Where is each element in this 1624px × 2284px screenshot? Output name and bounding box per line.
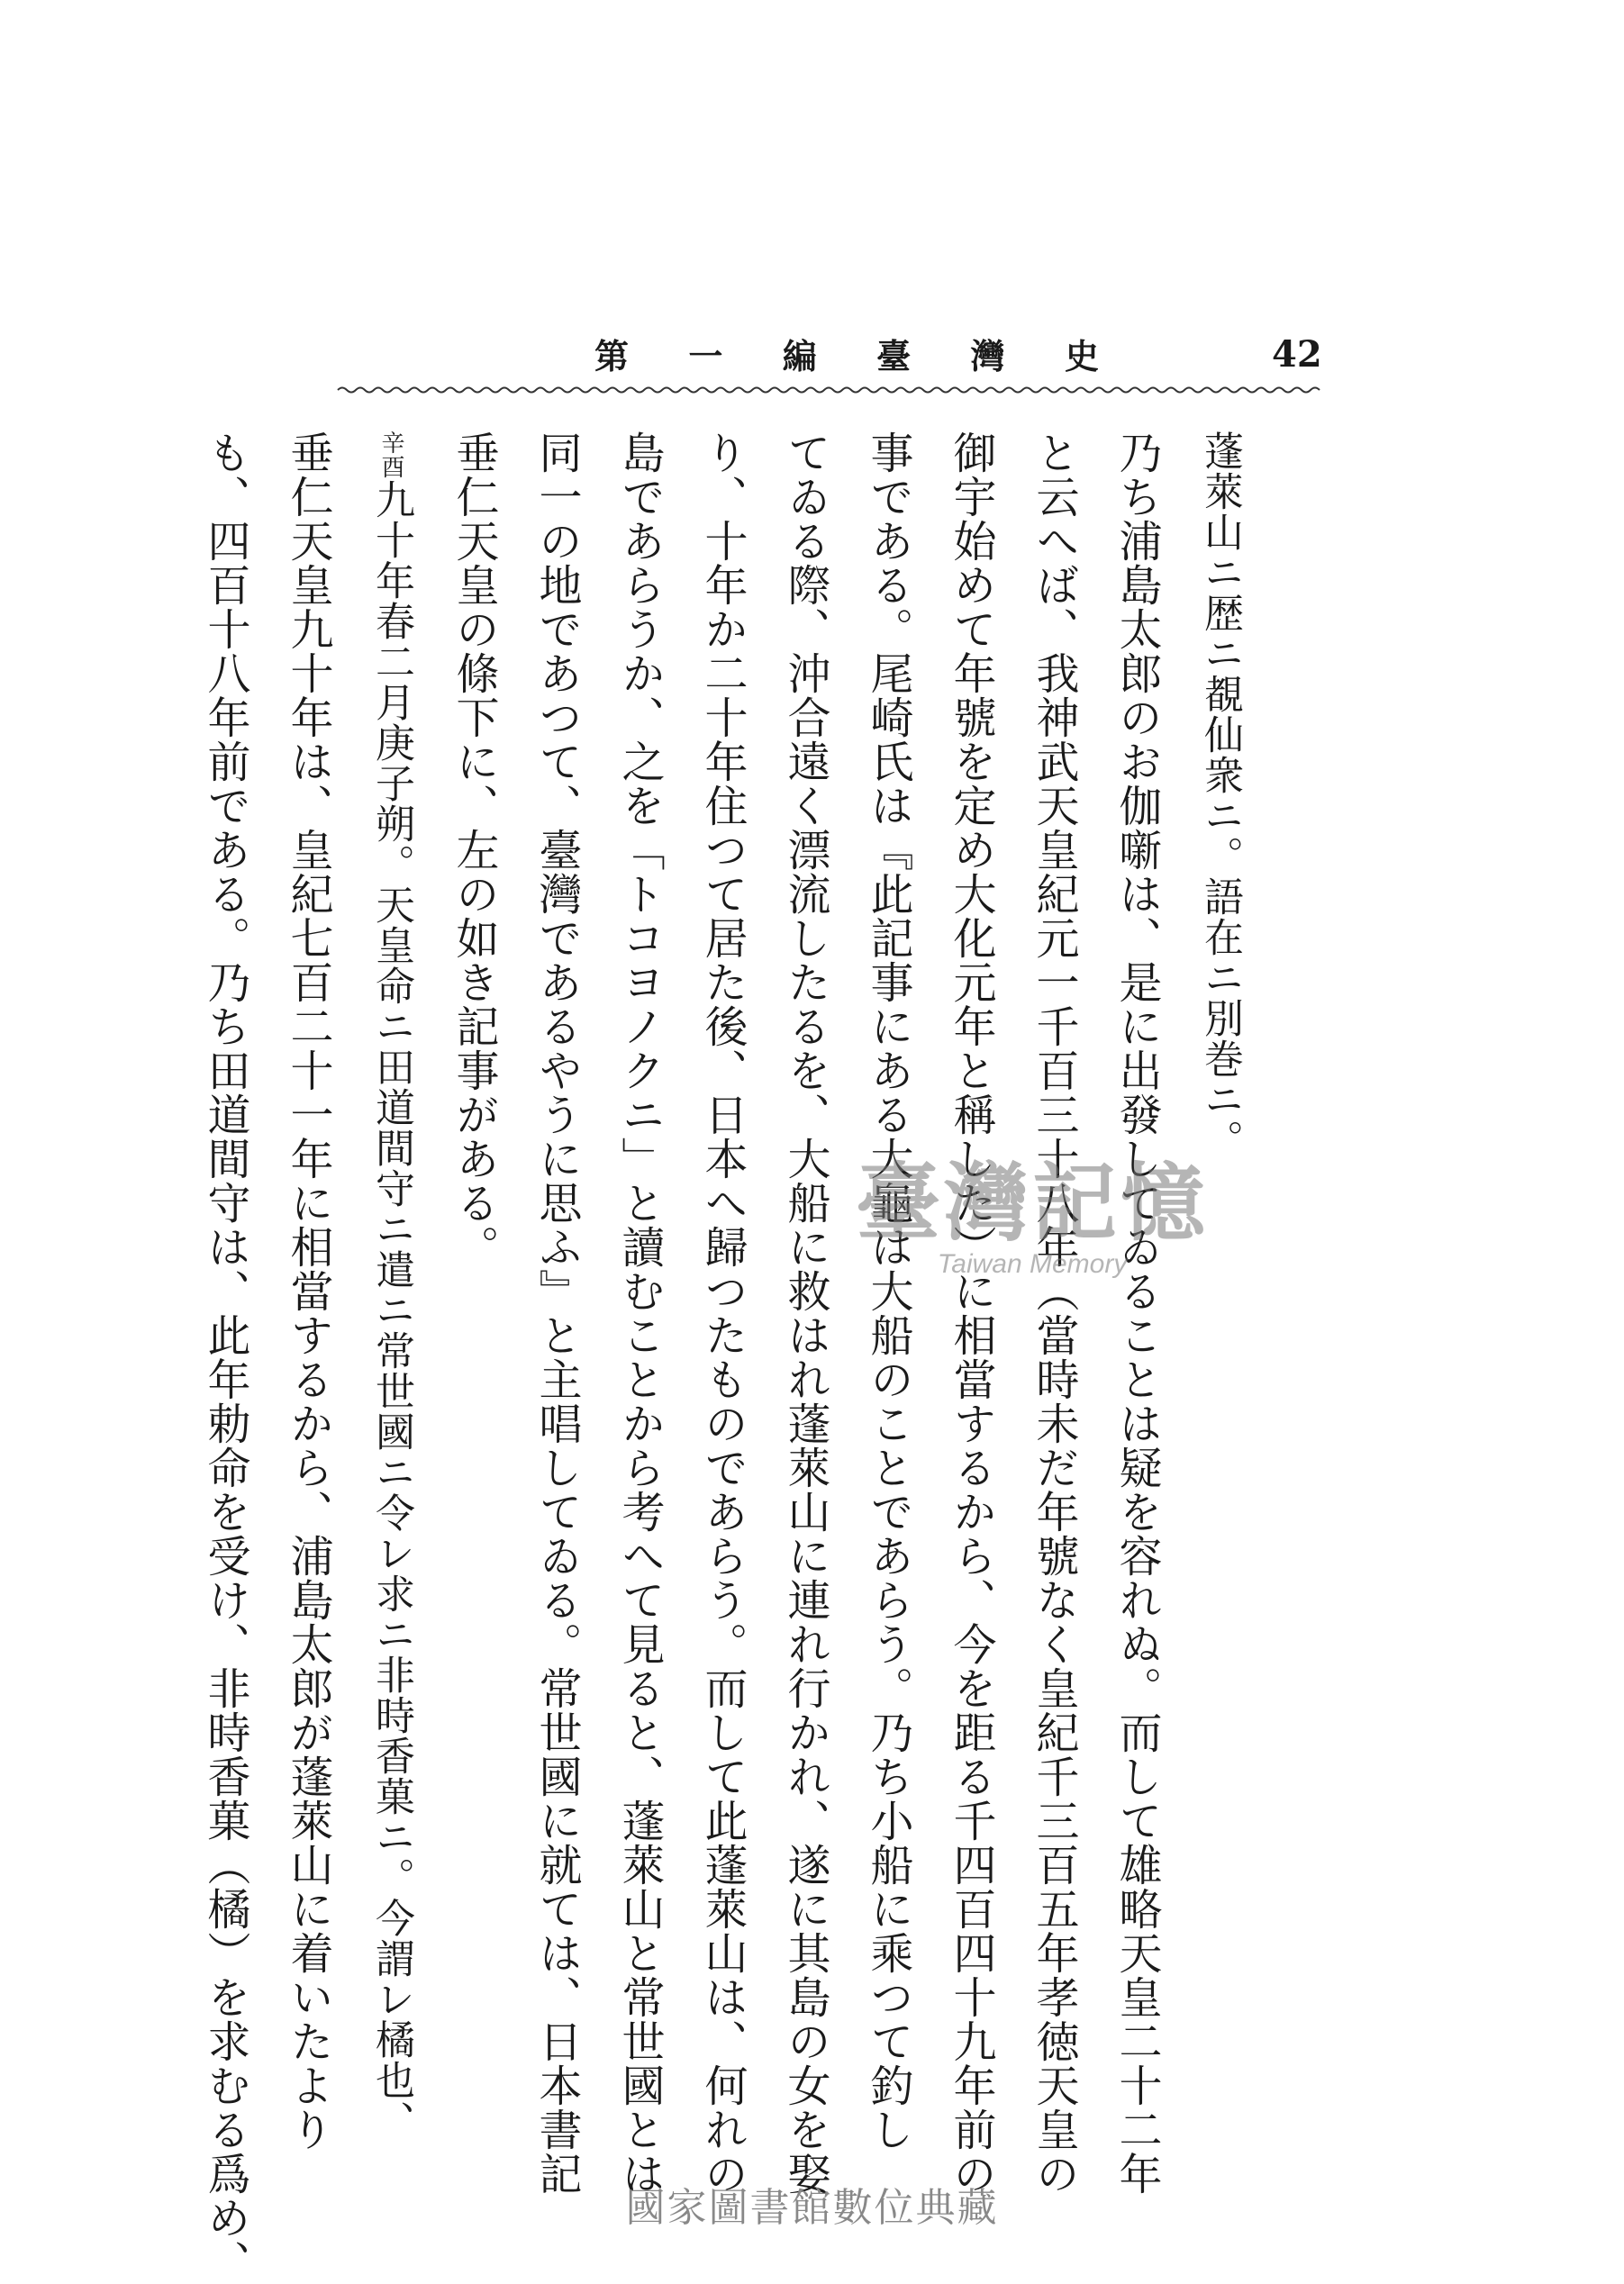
running-header-char: 一 bbox=[688, 336, 723, 376]
running-header-char: 灣 bbox=[970, 336, 1005, 376]
text-column: と云へば、我神武天皇紀元一千百三十八年（當時未だ年號なく皇紀千三百五年孝徳天皇の bbox=[1029, 431, 1079, 2196]
header-wavy-rule bbox=[338, 385, 1320, 394]
text-column: も、四百十八年前である。乃ち田道間守は、此年勅命を受け、非時香菓（橘）を求むる爲め、 bbox=[200, 431, 250, 2284]
text-column: 事である。尾崎氏は『此記事にある大龜は大船のことであらう。乃ち小船に乘つて釣し bbox=[863, 431, 913, 2152]
text-column: 垂仁天皇の條下に、左の如き記事がある。 bbox=[449, 431, 499, 1269]
text-column: 島であらうか、之を「トコヨノクニ」と讀むことから考へて見ると、蓬萊山と常世國とは bbox=[614, 431, 665, 2196]
watermark-title: 臺灣記憶 bbox=[856, 1154, 1210, 1253]
quote-text: 九十年春二月庚子朔。天皇命ニ田道間守ニ遣ニ常世國ニ令レ求ニ非時香菓ニ。今謂レ橘也、 bbox=[368, 479, 414, 2141]
year-note: 辛酉 bbox=[377, 431, 404, 479]
running-header-char: 編 bbox=[782, 336, 817, 376]
text-column: 御宇始めて年號を定め大化元年と稱した）に相當するから、今を距る千四百四十九年前の bbox=[946, 431, 996, 2196]
page-number: 42 bbox=[1272, 333, 1322, 376]
text-column: 蓬萊山ニ歴ニ覩仙衆ニ。語在ニ別巻ニ。 bbox=[1197, 431, 1243, 1160]
text-column: り、十年か二十年住つて居た後、日本へ歸つたものであらう。而して此蓬萊山は、何れの bbox=[697, 431, 748, 2196]
text-column bbox=[349, 431, 432, 2141]
running-header-char: 臺 bbox=[876, 336, 912, 376]
footer-collection-label: 國家圖書館數位典藏 bbox=[625, 2185, 999, 2231]
running-header bbox=[594, 329, 1099, 378]
text-column: 垂仁天皇九十年は、皇紀七百二十一年に相當するから、浦島太郎が蓬萊山に着いたより bbox=[283, 431, 333, 2152]
text-column: 同一の地であつて、臺灣であるやうに思ふ』と主唱してゐる。常世國に就ては、日本書記 bbox=[531, 431, 582, 2196]
running-header-char: 史 bbox=[1064, 336, 1099, 376]
text-column: 乃ち浦島太郎のお伽噺は、是に出發してゐることは疑を容れぬ。而して雄略天皇二十二年 bbox=[1111, 431, 1162, 2196]
taiwan-memory-watermark bbox=[856, 1135, 1209, 1280]
watermark-subtitle: Taiwan Memory bbox=[937, 1249, 1128, 1279]
text-column: てゐる際、沖合遠く漂流したるを、大船に救はれ蓬萊山に連れ行かれ、遂に其島の女を娶 bbox=[780, 431, 830, 2196]
running-header-char: 第 bbox=[594, 336, 630, 376]
